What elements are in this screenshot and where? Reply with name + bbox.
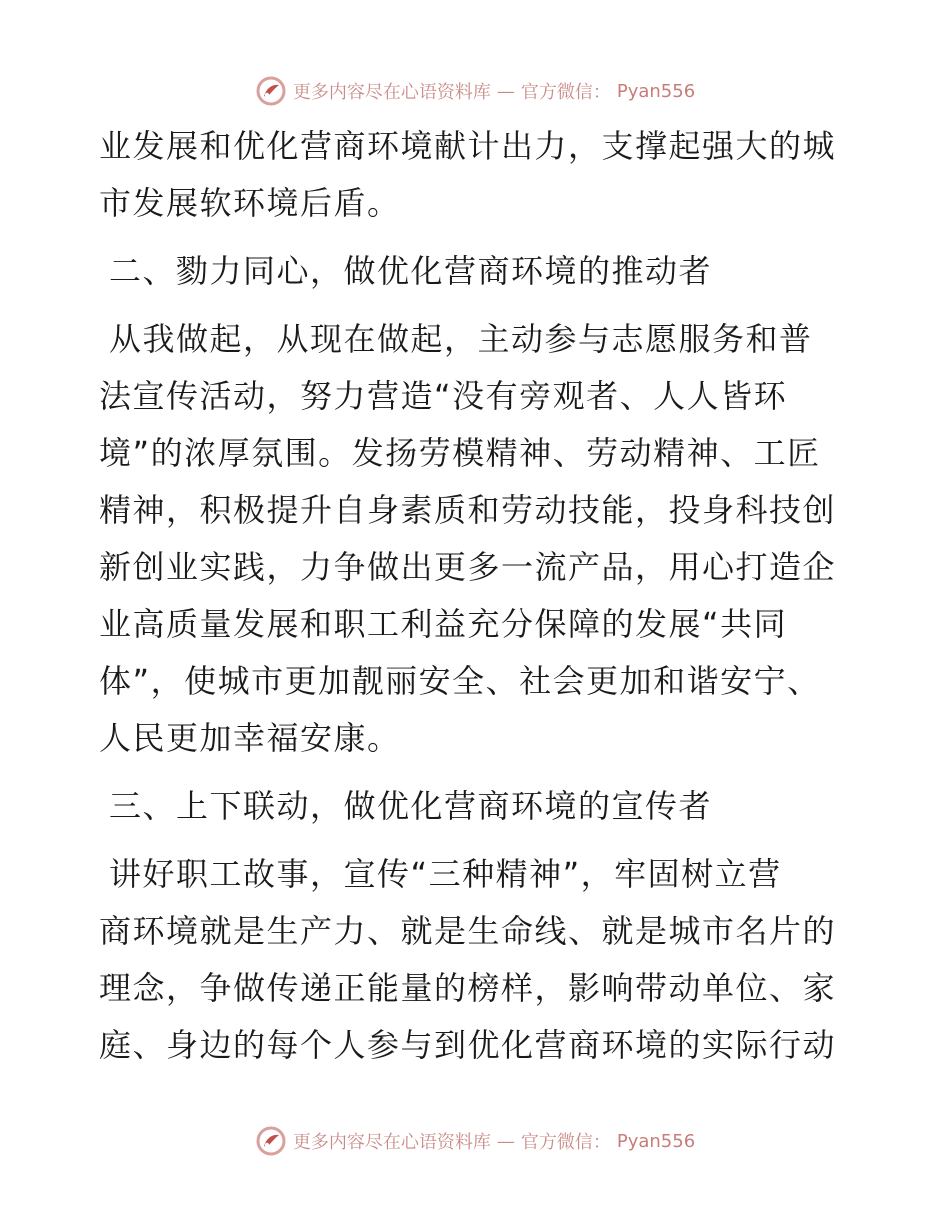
text-line: 讲好职工故事，宣传“三种精神”，牢固树立营 [109,855,782,893]
text-line: 法宣传活动，努力营造“没有旁观者、人人皆环 [99,377,788,415]
paragraph [99,118,859,232]
watermark-wechat-label: 官方微信： [520,82,611,103]
text-line: 业高质量发展和职工利益充分保障的发展“共同 [99,605,788,643]
heading-text: 三、上下联动，做优化营商环境的宣传者 [109,787,713,825]
text-line: 境”的浓厚氛围。发扬劳模精神、劳动精神、工匠 [99,434,821,472]
watermark-separator: — [496,1130,515,1152]
text-line: 市发展软环境后盾。 [99,184,401,222]
watermark-text: 更多内容尽在心语资料库 [292,1132,491,1153]
text-line: 从我做起，从现在做起，主动参与志愿服务和普 [109,320,813,358]
text-line: 精神，积极提升自身素质和劳动技能，投身科技创 [99,491,837,529]
text-line: 体”，使城市更加靓丽安全、社会更加和谐安宁、 [99,662,821,700]
heading-text: 二、勠力同心，做优化营商环境的推动者 [109,252,713,290]
text-line: 商环境就是生产力、就是生命线、就是城市名片的 [99,912,837,950]
watermark-text: 更多内容尽在心语资料库 [292,82,491,103]
brand-logo-icon [255,1125,287,1157]
paragraph [99,311,859,767]
brand-logo-icon [255,75,287,107]
header-watermark [0,71,950,111]
watermark-wechat-id: Pyan556 [616,1130,696,1152]
footer-watermark [0,1121,950,1161]
section-heading [99,243,859,300]
watermark-wechat-label: 官方微信： [520,1132,611,1153]
text-line: 庭、身边的每个人参与到优化营商环境的实际行动 [99,1026,837,1064]
document-body [99,118,859,1074]
section-heading [99,778,859,835]
watermark-separator: — [496,80,515,102]
text-line: 业发展和优化营商环境献计出力，支撑起强大的城 [99,127,837,165]
paragraph [99,846,859,1074]
text-line: 人民更加幸福安康。 [99,719,401,757]
text-line: 新创业实践，力争做出更多一流产品，用心打造企 [99,548,837,586]
watermark-wechat-id: Pyan556 [616,80,696,102]
text-line: 理念，争做传递正能量的榜样，影响带动单位、家 [99,969,837,1007]
